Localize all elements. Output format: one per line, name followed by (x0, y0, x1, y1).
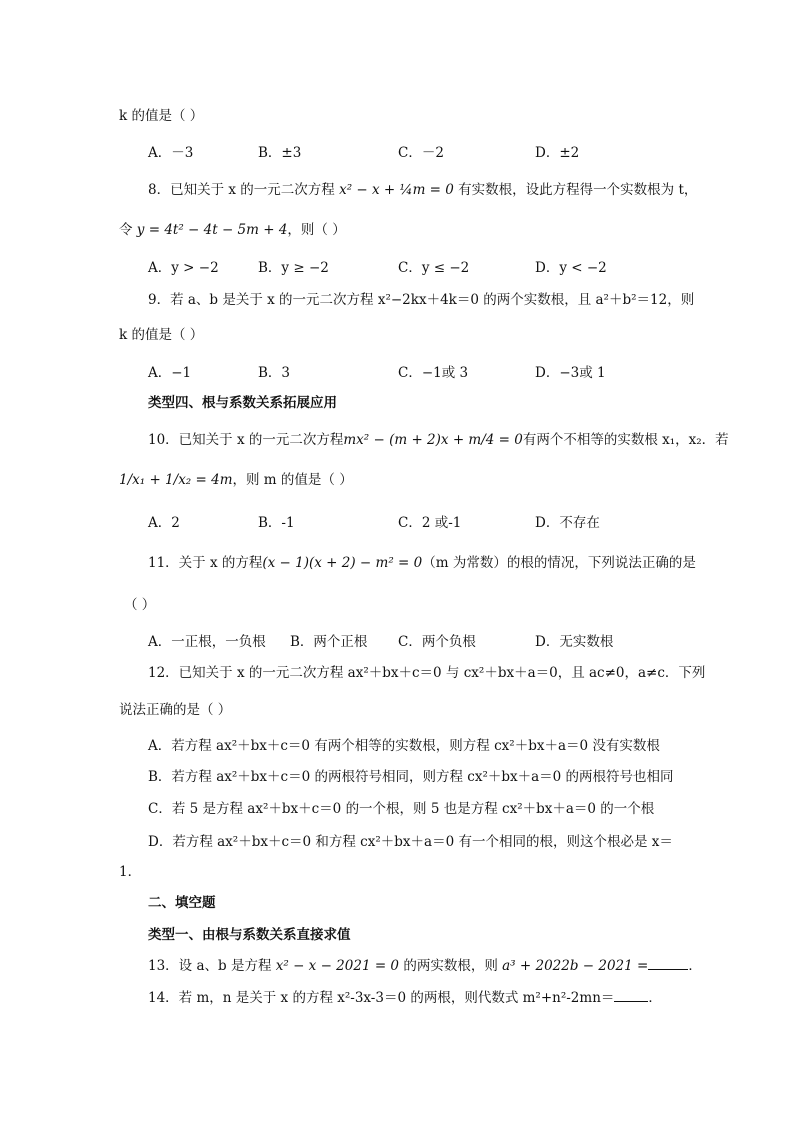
q12-option-c[interactable]: C．若 5 是方程 ax²＋bx＋c＝0 的一个根，则 5 也是方程 cx²＋bx＋a＝0 的一个根 (148, 801, 655, 817)
q14-stem (148, 988, 662, 1008)
q10-stem-line2 (119, 470, 353, 490)
q12-option-a[interactable]: A．若方程 ax²＋bx＋c＝0 有两个相等的实数根，则方程 cx²＋bx＋a＝0 没有实数根 (148, 738, 660, 754)
q9-option-b[interactable]: B．3 (258, 365, 291, 381)
q7-option-a[interactable]: A．－3 (148, 145, 194, 161)
q11-option-b[interactable]: B．两个正根 (290, 634, 368, 650)
section-2-heading: 二、填空题 (148, 895, 216, 911)
q9-stem-line1: 9．若 a、b 是关于 x 的一元二次方程 x²−2kx＋4k＝0 的两个实数根，且 a²＋b²＝12，则 (148, 292, 695, 308)
q8-y-equation: y = 4t² − 4t − 5m + 4 (136, 222, 288, 238)
q8-stem-line1 (148, 180, 697, 200)
q10-then-text: ，则 m 的值是（ ） (232, 472, 353, 488)
q9-stem-line2: k 的值是（ ） (119, 327, 204, 343)
q13-expression: a³ + 2022b − 2021 = (502, 958, 649, 974)
type4-heading: 类型四、根与系数关系拓展应用 (148, 395, 337, 411)
q7-option-b[interactable]: B．±3 (258, 145, 302, 161)
q13-mid-text: 的两实数根，则 (399, 958, 503, 974)
q7-stem-end: k 的值是（ ） (119, 108, 204, 124)
q13-stem (148, 956, 702, 976)
q13-equation: x² − x − 2021 = 0 (275, 958, 400, 974)
q12-option-d-cont: 1． (119, 864, 142, 880)
q13-stem-text: 13．设 a、b 是方程 (148, 958, 276, 974)
q10-condition: 1/x₁ + 1/x₂ = 4m (119, 472, 233, 488)
q11-stem-line2: （ ） (124, 597, 156, 613)
q7-option-c[interactable]: C．－2 (398, 145, 444, 161)
q9-option-d[interactable]: D．−3或 1 (535, 365, 606, 381)
q10-stem-line1 (148, 430, 729, 450)
q8-then-text: ，则（ ） (287, 222, 346, 238)
q12-stem-line2: 说法正确的是（ ） (119, 702, 232, 718)
q12-stem-line1: 12．已知关于 x 的一元二次方程 ax²＋bx＋c＝0 与 cx²＋bx＋a＝0，且 ac≠0，a≠c．下列 (148, 665, 706, 681)
q11-stem-text: 11．关于 x 的方程 (148, 555, 263, 571)
q14-stem-text: 14．若 m，n 是关于 x 的方程 x²-3x-3＝0 的两根，则代数式 m²+n²-2mn＝ (148, 990, 615, 1006)
q8-option-a[interactable]: A．y > −2 (148, 260, 219, 276)
q8-equation: x² − x + ¼m = 0 (339, 182, 454, 198)
q10-option-b[interactable]: B．-1 (258, 515, 295, 531)
q11-equation: (x − 1)(x + 2) − m² = 0 (262, 555, 423, 571)
q11-stem-text2: （m 为常数）的根的情况，下列说法正确的是 (422, 555, 696, 571)
q11-stem-line1 (148, 553, 696, 573)
q10-option-a[interactable]: A．2 (148, 515, 180, 531)
q10-stem-text: 10．已知关于 x 的一元二次方程 (148, 432, 344, 448)
q11-option-d[interactable]: D．无实数根 (535, 634, 614, 650)
q8-option-d[interactable]: D．y < −2 (535, 260, 607, 276)
q8-stem-text2: 有实数根，设此方程得一个实数根为 t， (453, 182, 698, 198)
q12-option-d[interactable]: D．若方程 ax²＋bx＋c＝0 和方程 cx²＋bx＋a＝0 有一个相同的根，则这个根必是 x＝ (148, 834, 673, 850)
q7-option-d[interactable]: D．±2 (535, 145, 580, 161)
q8-option-b[interactable]: B．y ≥ −2 (258, 260, 329, 276)
q13-answer-blank[interactable] (648, 957, 688, 970)
q11-option-a[interactable]: A．一正根，一负根 (148, 634, 266, 650)
q14-answer-blank[interactable] (614, 989, 648, 1002)
q8-let-text: 令 (119, 222, 137, 238)
q13-period: ． (688, 958, 702, 974)
q8-option-c[interactable]: C．y ≤ −2 (398, 260, 470, 276)
q10-stem-text2: 有两个不相等的实数根 x₁，x₂．若 (522, 432, 729, 448)
q14-period: ． (648, 990, 662, 1006)
q12-option-b[interactable]: B．若方程 ax²＋bx＋c＝0 的两根符号相同，则方程 cx²＋bx＋a＝0 的两根符号也相同 (148, 769, 674, 785)
q11-option-c[interactable]: C．两个负根 (398, 634, 476, 650)
q9-option-c[interactable]: C．−1或 3 (398, 365, 469, 381)
q10-equation: mx² − (m + 2)x + m/4 = 0 (343, 432, 523, 448)
q10-option-d[interactable]: D．不存在 (535, 515, 600, 531)
q8-stem-line2 (119, 220, 346, 240)
q8-stem-text: 8．已知关于 x 的一元二次方程 (148, 182, 340, 198)
q9-option-a[interactable]: A．−1 (148, 365, 192, 381)
type1-heading: 类型一、由根与系数关系直接求值 (148, 927, 351, 943)
q10-option-c[interactable]: C．2 或-1 (398, 515, 462, 531)
